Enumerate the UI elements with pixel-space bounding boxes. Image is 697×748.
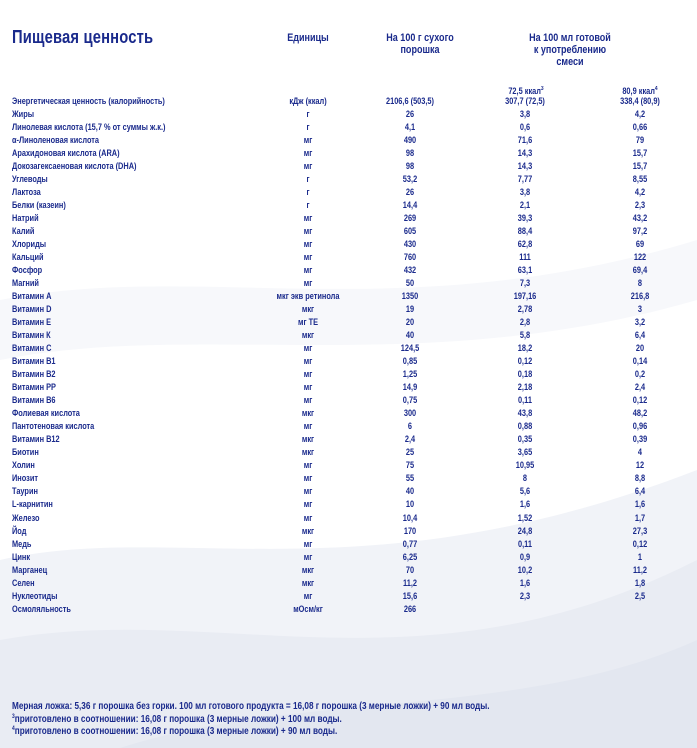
nutrient-name: Таурин [12,486,38,497]
nutrient-name: Витамин А [12,291,52,302]
table-row [0,472,697,485]
nutrient-name: Марганец [12,564,48,575]
value-per-100g-dry: 0,85 [402,356,418,367]
kcal-label-b: 80,9 ккал$^4$ [622,86,658,96]
nutrient-name: Калий [12,226,35,237]
nutrient-unit: г [306,174,310,185]
nutrient-unit: мг [303,148,313,159]
nutrient-unit: мкг [301,408,315,419]
nutrition-table [0,95,697,616]
nutrient-unit: мг [303,395,313,406]
nutrient-unit: мкг [301,304,315,315]
table-row [0,199,697,212]
nutrient-unit: мкг экв ретинола [276,291,340,302]
table-row [0,433,697,446]
value-per-100ml-a: 3,8 [519,187,531,198]
value-per-100g-dry: 15,6 [402,590,418,601]
nutrient-name: Лактоза [12,187,41,198]
value-per-100ml-b: 1 [637,551,643,562]
header-ready-line2: к употреблению [533,44,607,56]
nutrient-name: Магний [12,278,39,289]
nutrient-name: Витамин С [12,343,52,354]
value-per-100ml-a: 0,18 [517,369,533,380]
nutrient-name: α-Линоленовая кислота [12,135,100,146]
nutrient-name: Докозагексаеновая кислота (DHA) [12,161,137,172]
value-per-100ml-a: 0,35 [517,434,533,445]
value-per-100ml-b: 1,6 [634,499,646,510]
value-per-100ml-b: 2,5 [634,590,646,601]
value-per-100ml-b: 27,3 [632,525,648,536]
nutrient-name: Биотин [12,447,39,458]
value-per-100ml-b: 122 [633,252,647,263]
value-per-100ml-a: 43,8 [517,408,533,419]
value-per-100ml-a: 88,4 [517,226,533,237]
value-per-100ml-a: 0,11 [518,538,532,549]
nutrient-unit: мг [303,213,313,224]
value-per-100ml-a: 0,11 [518,395,532,406]
table-row [0,303,697,316]
nutrient-name: Витамин В12 [12,434,60,445]
nutrient-unit: мкг [301,434,315,445]
nutrient-name: Фолиевая кислота [12,408,80,419]
value-per-100g-dry: 20 [405,317,415,328]
value-per-100g-dry: 124,5 [400,343,420,354]
nutrient-unit: кДж (ккал) [289,96,327,106]
table-row [0,368,697,381]
nutrient-unit: мг [303,265,313,276]
value-per-100ml-b: 15,7 [632,161,648,172]
table-row [0,316,697,329]
table-row [0,238,697,251]
value-per-100g-dry: 269 [403,213,417,224]
table-row [0,590,697,603]
value-per-100ml-a: 2,8 [519,317,531,328]
table-row [0,212,697,225]
table-row [0,394,697,407]
nutrient-unit: мг [303,239,313,250]
footnotes [12,701,490,739]
value-per-100ml-a: 2,18 [517,382,533,393]
nutrient-unit: мкг [301,447,315,458]
table-row [0,95,697,108]
table-row [0,121,697,134]
table-row [0,459,697,472]
table-row [0,577,697,590]
footnote-4: $^4$приготовлено в соотношении: 16,08 г порошка (3 мерные ложки) + 90 мл воды. [12,726,338,737]
value-per-100ml-a: 7,77 [517,174,533,185]
table-row [0,538,697,551]
value-per-100ml-b: 97,2 [632,226,648,237]
nutrient-name: Линолевая кислота (15,7 % от суммы ж.к.) [12,122,166,133]
header-ready-mix [509,32,632,68]
value-per-100ml-a: 7,3 [519,278,531,289]
nutrient-name: Хлориды [12,239,47,250]
nutrient-name: Арахидоновая кислота (ARA) [12,148,120,159]
nutrient-name: Фосфор [12,265,43,276]
table-row [0,498,697,511]
table-row [0,329,697,342]
nutrient-name: Витамин D [12,304,52,315]
nutrient-name: Витамин РР [12,382,56,393]
value-per-100ml-b: 338,4 (80,9) [620,96,660,106]
value-per-100ml-a: 197,16 [513,291,537,302]
nutrient-unit: мг [303,161,313,172]
kcal-label-a: 72,5 ккал$^3$ [508,86,544,96]
value-per-100g-dry: 6 [407,421,413,432]
header-dry-line1: На 100 г сухого [386,32,454,44]
nutrient-name: Углеводы [12,174,48,185]
value-per-100ml-a: 18,2 [517,343,533,354]
value-per-100ml-b: 4,2 [634,187,646,198]
value-per-100g-dry: 50 [405,278,415,289]
value-per-100ml-b: 0,66 [632,122,648,133]
value-per-100g-dry: 40 [405,330,415,341]
value-per-100ml-b: 8,8 [634,473,646,484]
value-per-100g-dry: 490 [403,135,417,146]
nutrient-name: Селен [12,577,35,588]
value-per-100ml-b: 12 [635,460,645,471]
nutrient-unit: мг [303,473,313,484]
value-per-100ml-a: 8 [522,473,528,484]
table-row [0,551,697,564]
value-per-100g-dry: 98 [405,161,415,172]
value-per-100ml-a: 14,3 [517,161,533,172]
nutrient-unit: мг [303,369,313,380]
value-per-100ml-a: 39,3 [517,213,533,224]
value-per-100ml-a: 62,8 [517,239,533,250]
value-per-100ml-b: 8 [637,278,643,289]
table-row [0,134,697,147]
value-per-100ml-a: 71,6 [517,135,533,146]
page-title: Пищевая ценность [12,27,154,47]
table-row [0,264,697,277]
value-per-100ml-b: 2,4 [634,382,646,393]
value-per-100ml-b: 0,39 [632,434,648,445]
value-per-100ml-b: 2,3 [634,200,646,211]
value-per-100ml-b: 1,8 [634,577,646,588]
nutrient-unit: мг [303,486,313,497]
value-per-100ml-b: 216,8 [630,291,650,302]
nutrient-unit: мг [303,499,313,510]
header-dry-powder [371,32,469,56]
nutrient-name: Кальций [12,252,44,263]
table-row [0,420,697,433]
value-per-100ml-b: 20 [635,343,645,354]
value-per-100ml-a: 1,6 [519,499,531,510]
value-per-100g-dry: 25 [405,447,415,458]
nutrient-name: Цинк [12,551,31,562]
value-per-100ml-b: 4,2 [634,109,646,120]
value-per-100ml-a: 10,2 [517,564,533,575]
value-per-100g-dry: 4,1 [404,122,416,133]
table-row [0,381,697,394]
nutrient-name: Витамин В2 [12,369,56,380]
value-per-100g-dry: 300 [403,408,417,419]
nutrient-unit: мг [303,226,313,237]
value-per-100g-dry: 0,77 [402,538,418,549]
nutrient-name: Медь [12,538,32,549]
nutrient-name: Натрий [12,213,39,224]
value-per-100ml-b: 79 [635,135,645,146]
nutrient-unit: мг [303,551,313,562]
nutrient-name: Белки (казеин) [12,200,66,211]
header-dry-line2: порошка [400,44,440,56]
nutrient-name: Жиры [12,109,35,120]
nutrient-unit: мг [303,538,313,549]
value-per-100g-dry: 432 [403,265,417,276]
nutrient-name: Витамин К [12,330,51,341]
nutrient-unit: мкг [301,577,315,588]
nutrient-unit: мг [303,343,313,354]
nutrient-name: Железо [12,512,40,523]
table-row [0,186,697,199]
nutrient-name: Витамин В6 [12,395,56,406]
table-row [0,525,697,538]
nutrient-unit: мг [303,421,313,432]
nutrient-unit: мг [303,252,313,263]
value-per-100ml-b: 0,2 [634,369,646,380]
table-row [0,147,697,160]
value-per-100ml-a: 307,7 (72,5) [505,96,545,106]
value-per-100ml-b: 43,2 [632,213,648,224]
value-per-100g-dry: 1350 [401,291,419,302]
table-row [0,355,697,368]
nutrient-unit: мОсм/кг [293,603,323,614]
value-per-100ml-a: 111 [519,252,531,263]
value-per-100g-dry: 75 [405,460,415,471]
value-per-100g-dry: 10 [405,499,415,510]
table-row [0,160,697,173]
value-per-100ml-a: 63,1 [517,265,533,276]
value-per-100ml-a: 3,65 [517,447,533,458]
value-per-100ml-a: 24,8 [517,525,533,536]
value-per-100ml-a: 14,3 [517,148,533,159]
value-per-100ml-b: 48,2 [632,408,648,419]
value-per-100ml-b: 8,55 [632,174,648,185]
value-per-100g-dry: 70 [405,564,415,575]
value-per-100ml-b: 3 [637,304,643,315]
footnote-scoop: Мерная ложка: 5,36 г порошка без горки. 100 мл готового продукта = 16,08 г порошка (3 мерные ложки) + 90 мл воды. [12,701,490,712]
value-per-100g-dry: 98 [405,148,415,159]
value-per-100ml-b: 0,12 [632,538,648,549]
nutrient-unit: мкг [301,330,315,341]
value-per-100ml-a: 2,3 [519,590,531,601]
value-per-100g-dry: 14,9 [402,382,418,393]
value-per-100g-dry: 53,2 [402,174,418,185]
nutrient-name: Витамин Е [12,317,52,328]
value-per-100ml-a: 5,6 [519,486,531,497]
value-per-100g-dry: 430 [403,239,417,250]
value-per-100ml-b: 11,2 [633,564,647,575]
table-row [0,290,697,303]
value-per-100ml-b: 69 [635,239,645,250]
nutrient-unit: мг [303,135,313,146]
nutrient-unit: г [306,200,310,211]
nutrient-unit: мг [303,382,313,393]
value-per-100ml-a: 3,8 [519,109,531,120]
header-units [267,32,349,44]
value-per-100ml-a: 2,1 [519,200,531,211]
table-row [0,173,697,186]
nutrient-unit: мг [303,590,313,601]
value-per-100ml-a: 0,6 [519,122,531,133]
nutrient-name: Пантотеновая кислота [12,421,95,432]
value-per-100g-dry: 55 [405,473,415,484]
table-row [0,512,697,525]
value-per-100g-dry: 19 [405,304,415,315]
value-per-100g-dry: 2,4 [404,434,416,445]
nutrient-unit: г [306,187,310,198]
table-row [0,277,697,290]
header-ready-line3: смеси [556,56,584,68]
value-per-100ml-b: 1,7 [634,512,646,523]
value-per-100ml-a: 5,8 [519,330,531,341]
nutrient-unit: мг [303,356,313,367]
table-row [0,108,697,121]
nutrient-name: L-карнитин [12,499,53,510]
value-per-100ml-a: 2,78 [517,304,533,315]
nutrient-unit: г [306,122,310,133]
nutrient-unit: мг ТЕ [297,317,319,328]
value-per-100ml-b: 0,96 [632,421,648,432]
table-row [0,251,697,264]
nutrient-name: Витамин В1 [12,356,56,367]
table-row [0,603,697,616]
value-per-100g-dry: 0,75 [402,395,418,406]
value-per-100ml-b: 6,4 [634,330,646,341]
nutrient-name: Энергетическая ценность (калорийность) [12,96,165,106]
value-per-100g-dry: 26 [405,187,415,198]
value-per-100g-dry: 14,4 [402,200,418,211]
value-per-100g-dry: 170 [403,525,417,536]
value-per-100ml-a: 1,6 [519,577,531,588]
value-per-100ml-b: 4 [637,447,643,458]
nutrient-name: Йод [12,525,27,536]
value-per-100g-dry: 2106,6 (503,5) [385,96,434,106]
value-per-100g-dry: 6,25 [402,551,418,562]
nutrient-unit: мкг [301,564,315,575]
value-per-100ml-a: 0,12 [517,356,533,367]
value-per-100g-dry: 26 [405,109,415,120]
value-per-100ml-b: 0,14 [632,356,648,367]
nutrient-name: Осмоляльность [12,603,71,614]
nutrient-name: Инозит [12,473,38,484]
value-per-100g-dry: 10,4 [402,512,418,523]
table-row [0,407,697,420]
table-row [0,446,697,459]
value-per-100ml-a: 1,52 [517,512,533,523]
table-row [0,225,697,238]
header-ready-line1: На 100 мл готовой [529,32,611,44]
value-per-100ml-a: 0,9 [519,551,531,562]
value-per-100g-dry: 1,25 [402,369,418,380]
value-per-100ml-b: 15,7 [632,148,648,159]
nutrient-unit: мг [303,278,313,289]
value-per-100ml-b: 6,4 [634,486,646,497]
footnote-3: $^3$приготовлено в соотношении: 16,08 г порошка (3 мерные ложки) + 100 мл воды. [12,713,342,725]
value-per-100g-dry: 40 [405,486,415,497]
value-per-100ml-b: 0,12 [632,395,648,406]
nutrient-unit: г [306,109,310,120]
table-row [0,485,697,498]
header-units-label: Единицы [287,32,329,44]
value-per-100g-dry: 11,2 [403,577,417,588]
nutrient-unit: мг [303,512,313,523]
value-per-100ml-a: 0,88 [517,421,533,432]
value-per-100g-dry: 605 [403,226,417,237]
value-per-100g-dry: 760 [403,252,417,263]
value-per-100ml-b: 69,4 [632,265,648,276]
nutrient-name: Холин [12,460,35,471]
table-row [0,342,697,355]
value-per-100ml-b: 3,2 [634,317,646,328]
value-per-100g-dry: 266 [403,603,417,614]
nutrient-name: Нуклеотиды [12,590,58,601]
table-row [0,564,697,577]
nutrient-unit: мг [303,460,313,471]
value-per-100ml-a: 10,95 [515,460,535,471]
nutrient-unit: мкг [301,525,315,536]
